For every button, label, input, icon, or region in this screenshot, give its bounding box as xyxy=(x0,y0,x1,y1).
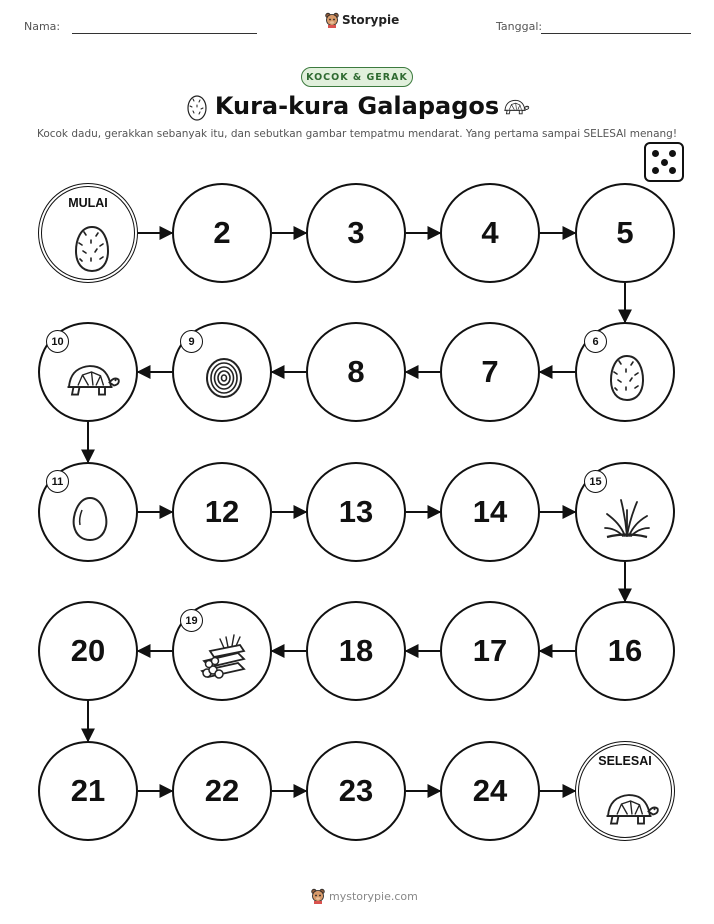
board-cell-24 xyxy=(440,741,540,841)
board-cell-18 xyxy=(306,601,406,701)
page-title: Kura-kura Galapagos xyxy=(214,92,500,120)
board-cell-2 xyxy=(172,183,272,283)
cell-number-badge: 11 xyxy=(46,470,69,493)
board-cell-7 xyxy=(440,322,540,422)
cell-number-badge: 9 xyxy=(180,330,203,353)
board-cell-20 xyxy=(38,601,138,701)
cell-number: 3 xyxy=(347,215,365,250)
category-badge: KOCOK & GERAK xyxy=(301,67,413,87)
board-cell-3 xyxy=(306,183,406,283)
board-cell-22 xyxy=(172,741,272,841)
cell-number: 5 xyxy=(616,215,634,250)
board-cell-21 xyxy=(38,741,138,841)
cell-number: 18 xyxy=(338,633,374,668)
storypie-mascot-icon xyxy=(311,888,325,904)
footer xyxy=(311,888,418,904)
instructions: Kocok dadu, gerakkan sebanyak itu, dan sebutkan gambar tempatmu mendarat. Yang pertama sampai SELESAI menang! xyxy=(36,128,678,140)
cell-number: 8 xyxy=(347,354,365,389)
start-label: MULAI xyxy=(68,196,108,210)
cell-number: 2 xyxy=(213,215,231,250)
cell-number: 13 xyxy=(338,494,374,529)
cell-number-badge: 15 xyxy=(584,470,607,493)
cell-number-badge: 10 xyxy=(46,330,69,353)
cell-number: 12 xyxy=(204,494,240,529)
board-cell-16 xyxy=(575,601,675,701)
board-cell-23 xyxy=(306,741,406,841)
cell-number: 16 xyxy=(607,633,643,668)
footer-url: mystorypie.com xyxy=(329,889,418,903)
cactus-icon xyxy=(597,350,657,406)
board-cell-start xyxy=(38,183,138,283)
board-cell-12 xyxy=(172,462,272,562)
egg-icon xyxy=(60,490,120,546)
brand-name: Storypie xyxy=(342,13,400,27)
cell-number: 7 xyxy=(481,354,499,389)
name-label: Nama: xyxy=(24,20,61,33)
tortoise-icon xyxy=(60,350,120,406)
grass-icon xyxy=(597,490,657,546)
cell-number: 23 xyxy=(338,773,374,808)
cell-number: 17 xyxy=(472,633,508,668)
board-cell-5 xyxy=(575,183,675,283)
cell-number: 20 xyxy=(70,633,106,668)
board-cell-14 xyxy=(440,462,540,562)
finish-label: SELESAI xyxy=(598,754,652,768)
board-cell-13 xyxy=(306,462,406,562)
cell-number-badge: 19 xyxy=(180,609,203,632)
cell-number: 14 xyxy=(472,494,508,529)
cell-number: 24 xyxy=(472,773,508,808)
board-cell-4 xyxy=(440,183,540,283)
cell-number-badge: 6 xyxy=(584,330,607,353)
cactus-icon xyxy=(62,221,122,277)
cell-number: 22 xyxy=(204,773,240,808)
tree-rings-icon xyxy=(194,350,254,406)
board-cell-17 xyxy=(440,601,540,701)
cell-number: 4 xyxy=(481,215,499,250)
board-cell-finish xyxy=(575,741,675,841)
cell-number: 21 xyxy=(70,773,106,808)
tortoise-icon xyxy=(599,779,659,835)
board-cell-8 xyxy=(306,322,406,422)
log-pile-icon xyxy=(194,629,254,685)
date-label: Tanggal: xyxy=(496,20,543,33)
